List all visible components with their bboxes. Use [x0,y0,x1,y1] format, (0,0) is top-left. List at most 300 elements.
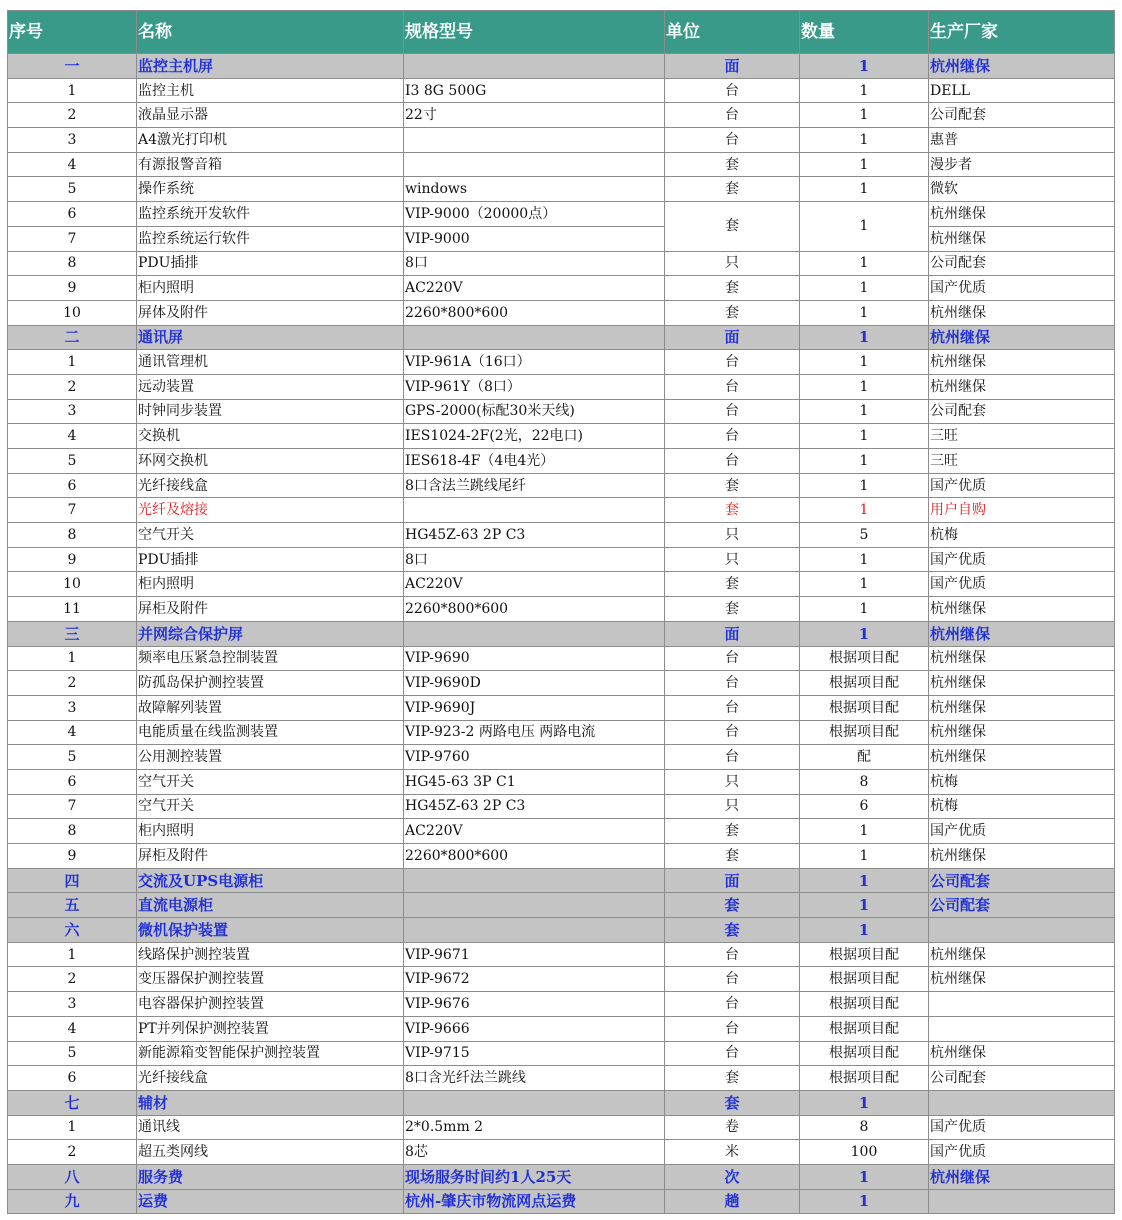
cell-qty: 6 [800,794,929,819]
cell-name: 变压器保护测控装置 [137,967,404,992]
cell-name: 微机保护装置 [137,918,404,943]
cell-seq: 11 [8,597,137,622]
cell-seq: 五 [8,893,137,918]
cell-seq: 2 [8,967,137,992]
cell-qty: 1 [800,868,929,893]
cell-name: 电能质量在线监测装置 [137,720,404,745]
cell-maker: 杭州继保 [929,942,1115,967]
cell-spec [404,152,665,177]
cell-spec: IES618-4F（4电4光） [404,449,665,474]
cell-spec: 2260*800*600 [404,597,665,622]
cell-unit: 套 [665,177,800,202]
cell-unit: 套 [665,473,800,498]
cell-seq: 1 [8,78,137,103]
cell-spec [404,1090,665,1115]
table-row [8,399,1115,424]
cell-seq: 6 [8,473,137,498]
cell-spec [404,918,665,943]
cell-qty: 1 [800,399,929,424]
section-row [8,54,1115,79]
cell-seq: 3 [8,399,137,424]
cell-name: 通讯屏 [137,325,404,350]
cell-spec: 8口 [404,547,665,572]
cell-unit: 套 [665,1066,800,1091]
cell-spec: 杭州-肇庆市物流网点运费 [404,1189,665,1214]
table-row [8,424,1115,449]
table-row [8,1140,1115,1165]
cell-name: PDU插排 [137,251,404,276]
header-maker: 生产厂家 [929,11,1115,54]
cell-qty: 根据项目配 [800,1041,929,1066]
table-row [8,374,1115,399]
cell-name: 柜内照明 [137,276,404,301]
header-row [8,11,1115,54]
cell-maker: 国产优质 [929,276,1115,301]
cell-maker: 杭州继保 [929,202,1115,227]
section-row [8,868,1115,893]
cell-seq: 7 [8,794,137,819]
cell-spec: AC220V [404,276,665,301]
cell-maker: 国产优质 [929,1115,1115,1140]
cell-unit: 台 [665,350,800,375]
table-row [8,128,1115,153]
cell-name: 交流及UPS电源柜 [137,868,404,893]
cell-qty: 1 [800,424,929,449]
cell-unit: 套 [665,844,800,869]
cell-unit: 台 [665,992,800,1017]
section-row [8,918,1115,943]
header-qty: 数量 [800,11,929,54]
cell-maker: 杭州继保 [929,646,1115,671]
cell-unit: 米 [665,1140,800,1165]
cell-maker: 国产优质 [929,819,1115,844]
cell-spec: 8口 [404,251,665,276]
cell-qty: 1 [800,1090,929,1115]
cell-seq: 6 [8,1066,137,1091]
cell-qty: 1 [800,621,929,646]
table-row [8,547,1115,572]
cell-seq: 四 [8,868,137,893]
cell-unit: 只 [665,769,800,794]
cell-name: 新能源箱变智能保护测控装置 [137,1041,404,1066]
cell-spec: HG45Z-63 2P C3 [404,523,665,548]
cell-unit: 面 [665,54,800,79]
cell-name: 运费 [137,1189,404,1214]
cell-seq: 3 [8,992,137,1017]
cell-name: 超五类网线 [137,1140,404,1165]
table-row [8,671,1115,696]
cell-maker: 国产优质 [929,572,1115,597]
table-row [8,720,1115,745]
cell-name: 环网交换机 [137,449,404,474]
cell-qty: 8 [800,769,929,794]
cell-qty: 1 [800,597,929,622]
table-row [8,473,1115,498]
cell-spec: 2*0.5mm 2 [404,1115,665,1140]
cell-name: 公用测控装置 [137,745,404,770]
cell-spec: VIP-9672 [404,967,665,992]
section-row [8,1189,1115,1214]
cell-spec: AC220V [404,819,665,844]
cell-spec: GPS-2000(标配30米天线) [404,399,665,424]
cell-qty: 1 [800,819,929,844]
cell-qty: 1 [800,202,929,251]
cell-spec: VIP-9715 [404,1041,665,1066]
cell-unit: 套 [665,202,800,251]
header-seq: 序号 [8,11,137,54]
cell-qty: 配 [800,745,929,770]
cell-unit: 套 [665,152,800,177]
table-row [8,942,1115,967]
cell-seq: 9 [8,844,137,869]
header-spec: 规格型号 [404,11,665,54]
cell-seq: 7 [8,498,137,523]
table-row [8,103,1115,128]
cell-maker: 国产优质 [929,1140,1115,1165]
cell-seq: 4 [8,152,137,177]
cell-seq: 6 [8,202,137,227]
cell-unit: 套 [665,819,800,844]
cell-spec: VIP-961A（16口） [404,350,665,375]
cell-unit: 趟 [665,1189,800,1214]
cell-name: 光纤及熔接 [137,498,404,523]
cell-unit: 只 [665,523,800,548]
cell-seq: 6 [8,769,137,794]
cell-unit: 台 [665,967,800,992]
cell-name: 空气开关 [137,769,404,794]
cell-maker [929,1090,1115,1115]
cell-maker [929,992,1115,1017]
table-body [8,54,1115,1214]
cell-unit: 台 [665,449,800,474]
table-row [8,769,1115,794]
cell-qty: 根据项目配 [800,695,929,720]
cell-maker: 用户自购 [929,498,1115,523]
cell-unit: 台 [665,1016,800,1041]
cell-qty: 1 [800,152,929,177]
cell-name: 监控主机 [137,78,404,103]
cell-qty: 1 [800,177,929,202]
cell-maker: 杭州继保 [929,967,1115,992]
header-unit: 单位 [665,11,800,54]
cell-name: 柜内照明 [137,572,404,597]
cell-name: 屏体及附件 [137,300,404,325]
cell-name: 辅材 [137,1090,404,1115]
cell-spec: 8口含光纤法兰跳线 [404,1066,665,1091]
table-row [8,523,1115,548]
section-row [8,893,1115,918]
cell-maker: 杭州继保 [929,597,1115,622]
cell-name: PDU插排 [137,547,404,572]
table-row [8,1016,1115,1041]
cell-maker: 杭州继保 [929,325,1115,350]
cell-unit: 台 [665,942,800,967]
cell-spec [404,893,665,918]
table-row [8,177,1115,202]
table-row [8,967,1115,992]
cell-seq: 4 [8,1016,137,1041]
table-row [8,572,1115,597]
cell-qty: 1 [800,325,929,350]
cell-seq: 2 [8,103,137,128]
cell-unit: 台 [665,78,800,103]
table-row [8,226,1115,251]
cell-seq: 5 [8,177,137,202]
cell-seq: 3 [8,695,137,720]
cell-maker: 公司配套 [929,1066,1115,1091]
cell-name: 空气开关 [137,523,404,548]
cell-maker: 三旺 [929,449,1115,474]
table-row [8,300,1115,325]
cell-unit: 只 [665,251,800,276]
cell-qty: 根据项目配 [800,646,929,671]
cell-unit: 套 [665,498,800,523]
cell-qty: 1 [800,918,929,943]
cell-unit: 次 [665,1164,800,1189]
cell-spec [404,868,665,893]
cell-seq: 7 [8,226,137,251]
cell-name: 通讯管理机 [137,350,404,375]
cell-name: 监控系统开发软件 [137,202,404,227]
table-row [8,1041,1115,1066]
cell-unit: 台 [665,720,800,745]
cell-spec: VIP-9000 [404,226,665,251]
cell-name: 光纤接线盒 [137,473,404,498]
cell-unit: 面 [665,621,800,646]
table-row [8,745,1115,770]
cell-unit: 台 [665,374,800,399]
section-row [8,325,1115,350]
table-row [8,1115,1115,1140]
cell-maker: 微软 [929,177,1115,202]
cell-unit: 面 [665,325,800,350]
cell-unit: 台 [665,128,800,153]
cell-maker: 杭州继保 [929,695,1115,720]
cell-maker: 国产优质 [929,547,1115,572]
section-row [8,1164,1115,1189]
cell-seq: 8 [8,819,137,844]
header-name: 名称 [137,11,404,54]
cell-unit: 台 [665,103,800,128]
cell-qty: 根据项目配 [800,1016,929,1041]
cell-spec [404,128,665,153]
cell-spec: 2260*800*600 [404,300,665,325]
cell-unit: 只 [665,547,800,572]
cell-spec: VIP-9000（20000点） [404,202,665,227]
cell-spec [404,498,665,523]
cell-qty: 1 [800,251,929,276]
cell-maker: DELL [929,78,1115,103]
cell-qty: 1 [800,1189,929,1214]
cell-unit: 面 [665,868,800,893]
cell-maker: 杭州继保 [929,226,1115,251]
cell-qty: 1 [800,547,929,572]
cell-seq: 2 [8,671,137,696]
cell-qty: 1 [800,449,929,474]
cell-name: PT并列保护测控装置 [137,1016,404,1041]
cell-unit: 台 [665,424,800,449]
cell-maker: 国产优质 [929,473,1115,498]
cell-name: 柜内照明 [137,819,404,844]
cell-spec: 现场服务时间约1人25天 [404,1164,665,1189]
cell-spec: HG45Z-63 2P C3 [404,794,665,819]
cell-spec: VIP-9671 [404,942,665,967]
cell-maker: 杭州继保 [929,844,1115,869]
cell-seq: 1 [8,350,137,375]
cell-maker: 漫步者 [929,152,1115,177]
cell-unit: 台 [665,399,800,424]
table-row [8,695,1115,720]
cell-maker: 杭州继保 [929,54,1115,79]
cell-name: 时钟同步装置 [137,399,404,424]
cell-name: 服务费 [137,1164,404,1189]
cell-name: A4激光打印机 [137,128,404,153]
cell-unit: 套 [665,597,800,622]
cell-maker [929,918,1115,943]
cell-unit: 台 [665,695,800,720]
cell-maker: 公司配套 [929,399,1115,424]
cell-seq: 4 [8,424,137,449]
cell-maker: 惠普 [929,128,1115,153]
cell-maker: 公司配套 [929,893,1115,918]
cell-spec: VIP-9690D [404,671,665,696]
table-row [8,251,1115,276]
cell-qty: 1 [800,473,929,498]
cell-maker: 公司配套 [929,868,1115,893]
cell-name: 故障解列装置 [137,695,404,720]
cell-unit: 台 [665,646,800,671]
cell-seq: 9 [8,547,137,572]
cell-spec: VIP-9690 [404,646,665,671]
cell-unit: 台 [665,1041,800,1066]
cell-seq: 2 [8,1140,137,1165]
cell-qty: 根据项目配 [800,967,929,992]
cell-qty: 1 [800,54,929,79]
table-row [8,202,1115,227]
cell-unit: 只 [665,794,800,819]
cell-maker [929,1189,1115,1214]
table-row [8,992,1115,1017]
cell-seq: 10 [8,300,137,325]
cell-spec: 22寸 [404,103,665,128]
cell-maker: 杭梅 [929,769,1115,794]
cell-name: 直流电源柜 [137,893,404,918]
cell-qty: 1 [800,276,929,301]
cell-spec: 8口含法兰跳线尾纤 [404,473,665,498]
cell-spec: 2260*800*600 [404,844,665,869]
cell-qty: 根据项目配 [800,720,929,745]
cell-seq: 九 [8,1189,137,1214]
cell-seq: 六 [8,918,137,943]
table-row [8,646,1115,671]
cell-name: 光纤接线盒 [137,1066,404,1091]
cell-qty: 8 [800,1115,929,1140]
cell-spec: VIP-961Y（8口） [404,374,665,399]
cell-maker: 杭州继保 [929,300,1115,325]
cell-name: 监控主机屏 [137,54,404,79]
cell-spec: VIP-9666 [404,1016,665,1041]
cell-unit: 卷 [665,1115,800,1140]
cell-spec: I3 8G 500G [404,78,665,103]
section-row [8,621,1115,646]
cell-maker: 杭州继保 [929,671,1115,696]
cell-spec [404,54,665,79]
cell-spec: windows [404,177,665,202]
cell-qty: 1 [800,844,929,869]
cell-name: 操作系统 [137,177,404,202]
cell-seq: 一 [8,54,137,79]
cell-qty: 1 [800,300,929,325]
cell-unit: 台 [665,745,800,770]
table-row [8,152,1115,177]
table-row [8,597,1115,622]
cell-qty: 100 [800,1140,929,1165]
cell-spec: VIP-9690J [404,695,665,720]
cell-maker: 杭梅 [929,523,1115,548]
cell-name: 屏柜及附件 [137,597,404,622]
cell-name: 监控系统运行软件 [137,226,404,251]
cell-name: 通讯线 [137,1115,404,1140]
cell-seq: 8 [8,523,137,548]
cell-name: 有源报警音箱 [137,152,404,177]
cell-name: 远动装置 [137,374,404,399]
cell-seq: 4 [8,720,137,745]
cell-qty: 根据项目配 [800,942,929,967]
cell-qty: 根据项目配 [800,992,929,1017]
cell-seq: 1 [8,1115,137,1140]
cell-unit: 套 [665,918,800,943]
cell-qty: 1 [800,572,929,597]
cell-name: 空气开关 [137,794,404,819]
cell-seq: 八 [8,1164,137,1189]
cell-qty: 1 [800,498,929,523]
table-row [8,498,1115,523]
cell-seq: 二 [8,325,137,350]
cell-qty: 1 [800,893,929,918]
cell-qty: 1 [800,128,929,153]
cell-maker: 三旺 [929,424,1115,449]
cell-maker: 公司配套 [929,103,1115,128]
cell-qty: 1 [800,103,929,128]
cell-seq: 三 [8,621,137,646]
table-row [8,794,1115,819]
cell-unit: 套 [665,572,800,597]
cell-spec: VIP-9676 [404,992,665,1017]
cell-seq: 5 [8,1041,137,1066]
cell-maker: 杭州继保 [929,1041,1115,1066]
cell-seq: 1 [8,942,137,967]
cell-seq: 2 [8,374,137,399]
cell-maker: 杭梅 [929,794,1115,819]
cell-name: 液晶显示器 [137,103,404,128]
cell-qty: 1 [800,374,929,399]
cell-name: 电容器保护测控装置 [137,992,404,1017]
cell-seq: 5 [8,449,137,474]
cell-seq: 5 [8,745,137,770]
cell-maker: 杭州继保 [929,350,1115,375]
cell-name: 交换机 [137,424,404,449]
cell-qty: 5 [800,523,929,548]
cell-maker: 杭州继保 [929,720,1115,745]
cell-seq: 9 [8,276,137,301]
cell-maker: 杭州继保 [929,621,1115,646]
table-row [8,276,1115,301]
cell-spec [404,621,665,646]
cell-name: 线路保护测控装置 [137,942,404,967]
table-row [8,844,1115,869]
cell-qty: 1 [800,350,929,375]
cell-spec: 8芯 [404,1140,665,1165]
